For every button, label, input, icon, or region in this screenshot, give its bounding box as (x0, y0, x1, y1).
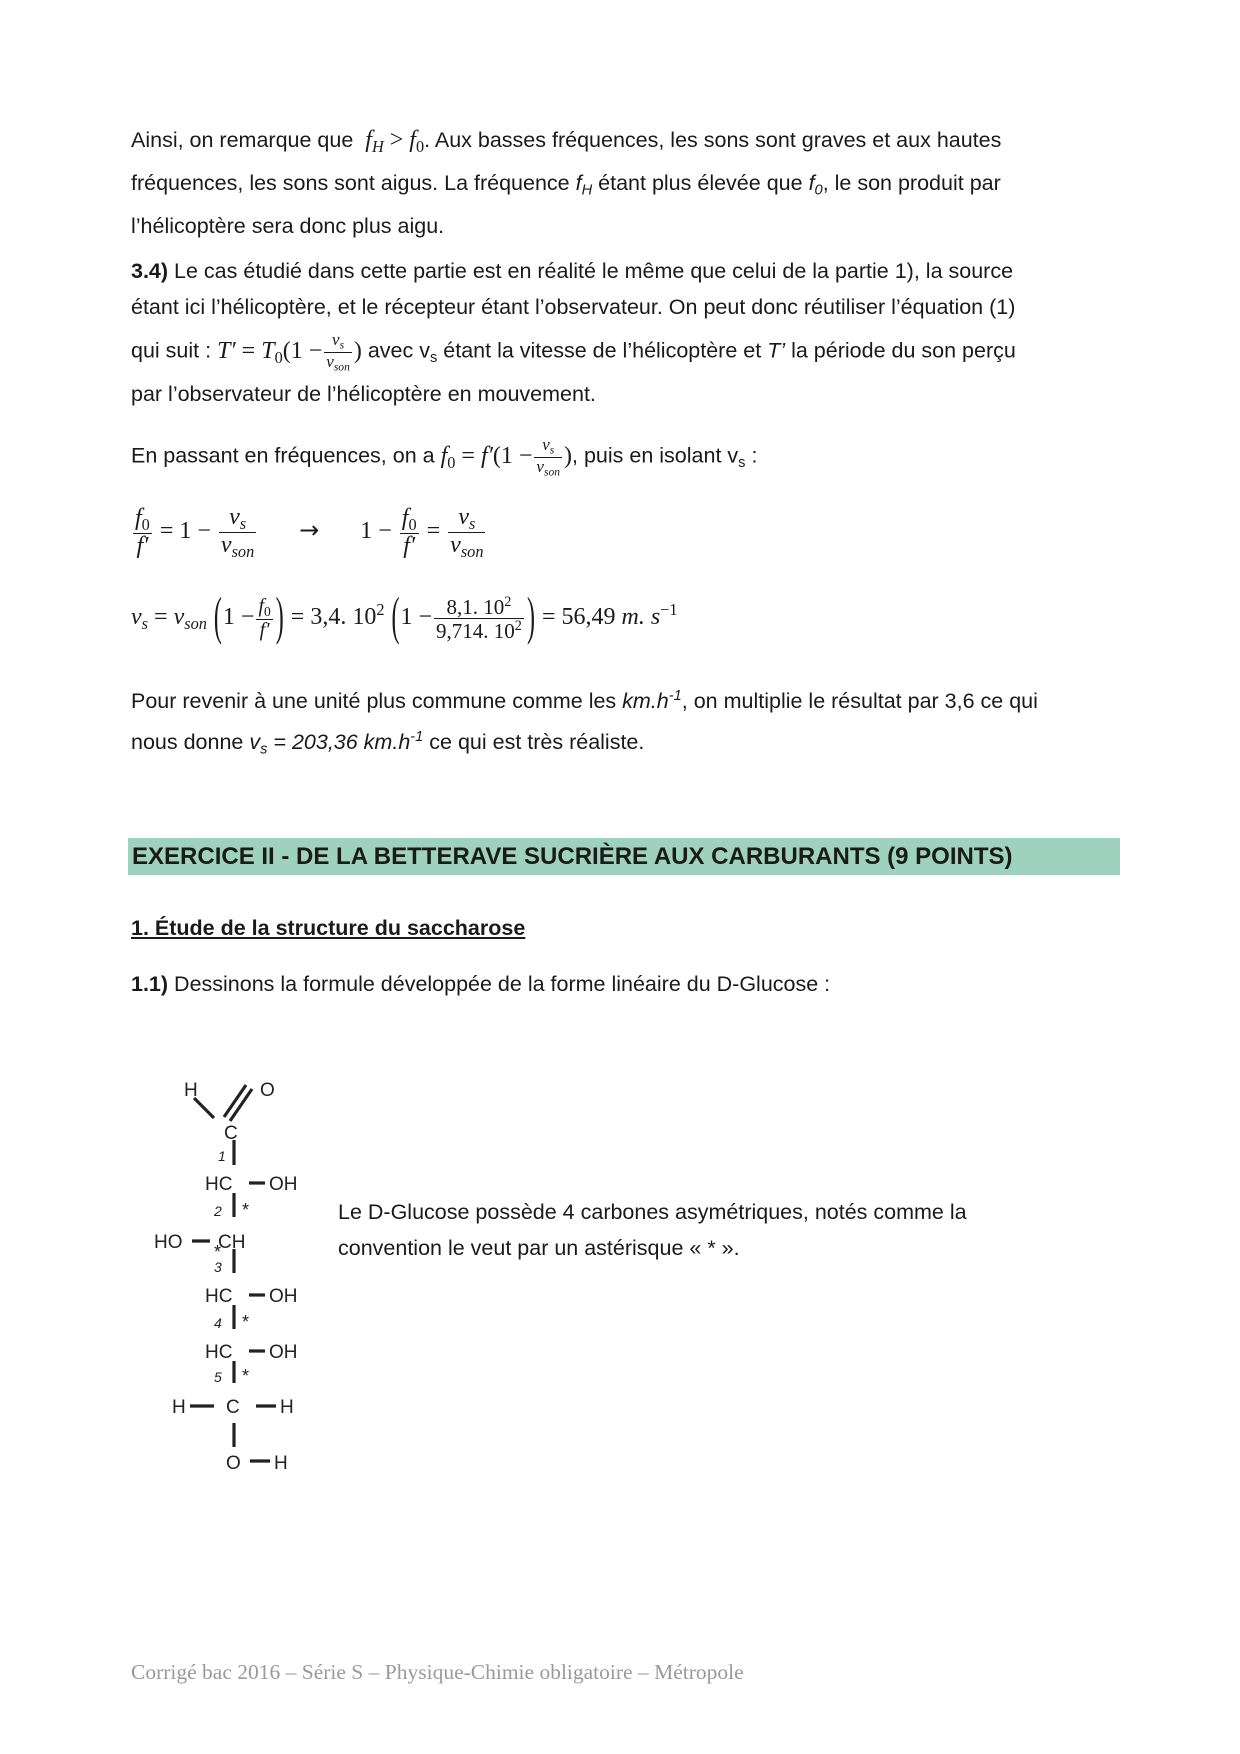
atom-O6: O (226, 1453, 241, 1474)
question-label: 3.4) (131, 259, 169, 283)
text: . Aux basses fréquences, les sons sont graves et aux hautes (424, 128, 1002, 152)
formula-doppler-period: $T' = T_0(1$ − $\frac{v_s}{v_{son}}$ ) (217, 330, 362, 374)
vs-kmh-result: = 203,36 km.h (273, 730, 411, 755)
unit-exponent: −1 (660, 600, 678, 619)
asymmetric-star-2: * (242, 1200, 250, 1220)
exercise-title: EXERCICE II - DE LA BETTERAVE SUCRIÈRE AUX CARBURANTS (9 POINTS) (128, 838, 1120, 875)
atom-OH4: OH (269, 1286, 298, 1307)
text: : (751, 443, 758, 468)
glucose-description (338, 1194, 1038, 1266)
question-label: 1.1) (131, 972, 169, 996)
exponent: -1 (668, 688, 682, 704)
text: avec v (367, 338, 430, 363)
text: étant ici l’hélicoptère, et le récepteur étant l’observateur. On peut donc réutiliser l’équation (1) (131, 295, 1016, 319)
atom-HC2: HC (205, 1174, 233, 1195)
text: , le son produit par (822, 170, 1001, 195)
text: En passant en fréquences, on a (131, 443, 435, 468)
text: par l’observateur de l’hélicoptère en mouvement. (131, 381, 596, 406)
asymmetric-star-5: * (242, 1366, 250, 1386)
text: la période du son perçu (791, 338, 1016, 363)
exponent: 2 (376, 600, 385, 619)
formula-f0: $f_0 = f'(1$ − $\frac{v_s}{v_{son}}$ ) (440, 435, 573, 479)
formula-fH-gt-f0: $f_H > f_0$ (359, 127, 425, 156)
text: Ainsi, on remarque que (131, 128, 354, 152)
fraction-denominator: 9,714. 10 (436, 618, 515, 643)
text: l’hélicoptère sera donc plus aigu. (131, 214, 445, 239)
text: étant plus élevée que (598, 170, 803, 195)
question-text: Dessinons la formule développée de la forme linéaire du D-Glucose : (174, 972, 831, 996)
equation-vs-result: $v_s = v_{son}$ (1 − $\frac{f_0}{f'}$ ) = 3,4. $10^2$ (1 − $\frac{8,1. 10^2}{9,714. 10^2}$ ) = 56,49 m. $s^{-1}$ (131, 589, 678, 648)
result-value: = 56,49 (541, 603, 616, 630)
text: fréquences, les sons sont aigus. La fréquence (131, 170, 570, 195)
text: convention le veut par un astérisque « * ». (338, 1236, 740, 1260)
carbon-number-3: 3 (214, 1259, 222, 1275)
carbon-number-5: 5 (214, 1369, 222, 1385)
atom-HC5: HC (205, 1342, 233, 1363)
carbon-number-2: 2 (214, 1203, 222, 1219)
atom-CH3: CH (218, 1232, 246, 1253)
unit: km.h (622, 689, 669, 714)
fraction-numerator: 8,1. 10 (446, 594, 505, 619)
page-footer: Corrigé bac 2016 – Série S – Physique-Chimie obligatoire – Métropole (131, 1660, 744, 1684)
atom-O: O (260, 1080, 275, 1101)
text: ce qui est très réaliste. (429, 730, 645, 755)
exponent: 2 (514, 617, 522, 634)
text: Pour revenir à une unité plus commune comme les (131, 689, 617, 714)
text: Le D-Glucose possède 4 carbones asymétriques, notés comme la (338, 1200, 967, 1224)
exponent: -1 (410, 729, 424, 746)
asymmetric-star-3: * (214, 1242, 222, 1262)
question-1-1 (131, 966, 1121, 1002)
carbon-number-1: 1 (218, 1148, 226, 1164)
atom-C6: C (226, 1397, 240, 1418)
vson-value: 3,4. 10 (310, 603, 377, 630)
atom-H6b: H (280, 1397, 294, 1418)
asymmetric-star-4: * (242, 1312, 250, 1332)
equation-isolate: $\frac{f_0}{f'}$ = 1 − $\frac{v_s}{v_{son}}$ → 1 − $\frac{f_0}{f'}$ = $\frac{v_s}{v_{son}}$ (135, 504, 484, 561)
atom-H6a: H (172, 1397, 186, 1418)
section-title: 1. Étude de la structure du saccharose (131, 916, 526, 940)
arrow-icon: → (299, 516, 320, 545)
atom-HO3: HO (154, 1232, 183, 1253)
glucose-structure-diagram (150, 1065, 330, 1485)
text: étant la vitesse de l’hélicoptère et (443, 338, 762, 363)
atom-OH2: OH (269, 1174, 298, 1195)
atom-H: H (184, 1080, 198, 1101)
result-unit: m. s (621, 603, 661, 630)
text: , puis en isolant v (572, 443, 739, 468)
text: Le cas étudié dans cette partie est en réalité le même que celui de la partie 1), la source (174, 259, 1014, 283)
atom-C1: C (224, 1123, 238, 1144)
paragraph-3-4: 3.4) Le cas étudié dans cette partie est en réalité le même que celui de la partie 1), la source étant ici l’hélicoptère, et le récepteur étant l’observateur. On peut donc réutiliser l’équation (1) qui suit : $T' = T_0(1$ − $\frac{v_s}{v_{son}}$ ) avec $v_s$ étant la vitesse de l’hélicoptère et T’ la période du son perçu par l’observateur de l’hélicoptère en mouvement. (131, 259, 1016, 406)
text: , on multiplie le résultat par 3,6 ce qui (681, 689, 1038, 714)
atom-OH5: OH (269, 1342, 298, 1363)
exponent: 2 (504, 594, 512, 611)
text: nous donne (131, 730, 244, 755)
text: qui suit : (131, 338, 212, 363)
paragraph-frequency-comparison: Ainsi, on remarque que $f_H > f_0$. Aux basses fréquences, les sons sont graves et aux hautes fréquences, les sons sont aigus. La fréquence $f_H$ étant plus élevée que $f_0$, le son produit par l’hélicoptère sera donc plus aigu. (131, 127, 1002, 239)
atom-HC4: HC (205, 1286, 233, 1307)
carbon-number-4: 4 (214, 1315, 222, 1331)
paragraph-frequencies: En passant en fréquences, on a $f_0 = f'(1$ − $\frac{v_s}{v_{son}}$ ), puis en isolant $v_s$ : (131, 435, 758, 479)
atom-H6c: H (274, 1453, 288, 1474)
paragraph-unit-conversion: Pour revenir à une unité plus commune comme les $km.h^{-1}$, on multiplie le résultat par 3,6 ce qui nous donne $v_s = 203,36$ $km.h^{-1}$ ce qui est très réaliste. (131, 688, 1038, 758)
